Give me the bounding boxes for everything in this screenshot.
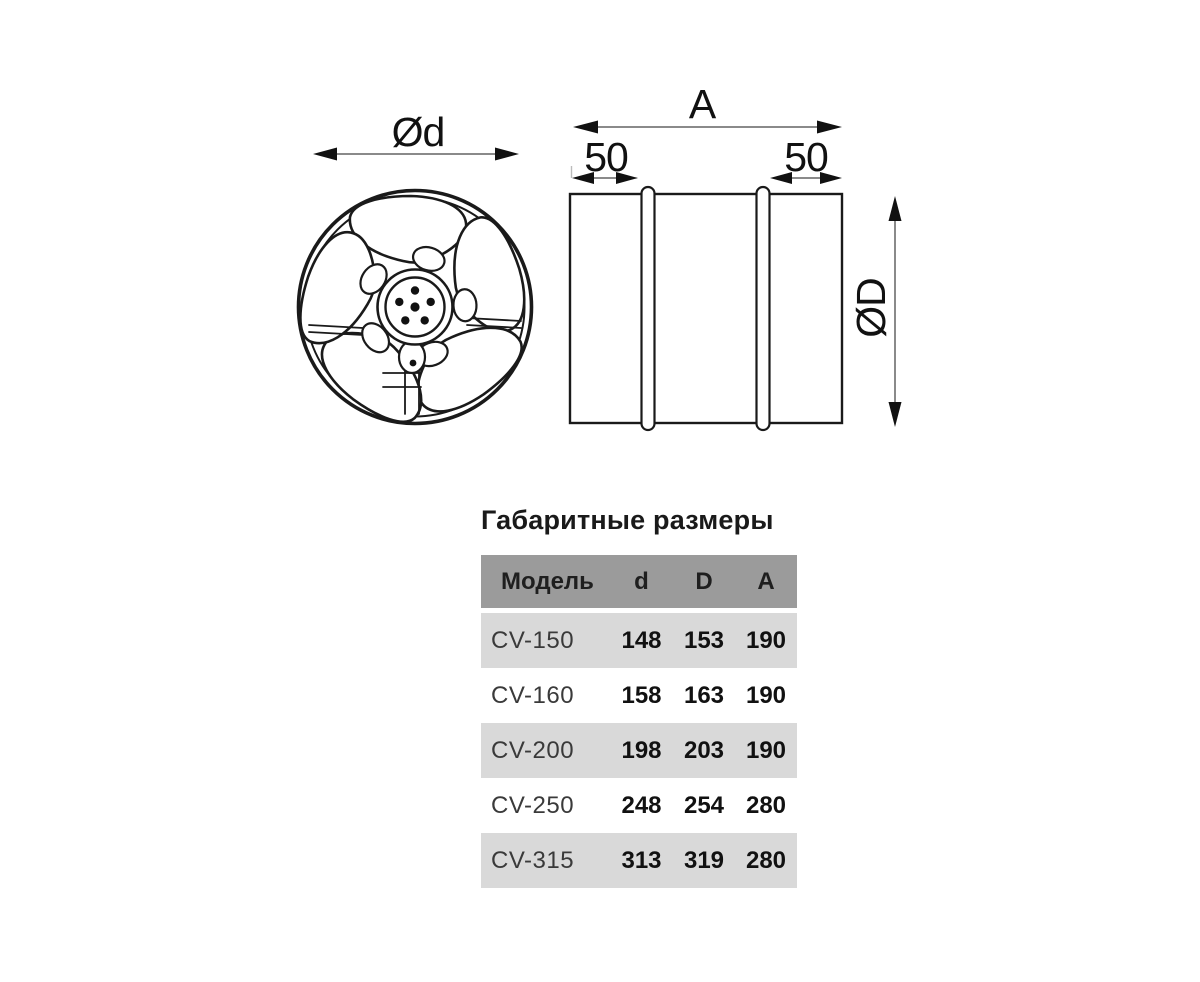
duct-rib-left bbox=[642, 187, 655, 430]
table-row bbox=[481, 778, 797, 833]
model-cell: CV-315 bbox=[481, 833, 610, 888]
A-cell: 190 bbox=[735, 613, 797, 668]
d-cell: 198 bbox=[610, 723, 673, 778]
dimension-flange-right bbox=[770, 134, 842, 184]
front-diameter-label: Ød bbox=[391, 109, 445, 155]
d-cell: 148 bbox=[610, 613, 673, 668]
arrowhead-left-icon bbox=[313, 148, 337, 161]
arrowhead-up-icon bbox=[889, 196, 902, 221]
column-header-A: A bbox=[735, 555, 797, 613]
dimensions-table bbox=[481, 555, 797, 888]
model-cell: CV-150 bbox=[481, 613, 610, 668]
table-row bbox=[481, 723, 797, 778]
table-row bbox=[481, 668, 797, 723]
flange-left-label: 50 bbox=[584, 134, 628, 180]
dimension-front-diameter bbox=[313, 109, 519, 161]
d-cell: 158 bbox=[610, 668, 673, 723]
flange-right-label: 50 bbox=[784, 134, 828, 180]
table-title: Габаритные размеры bbox=[481, 505, 774, 535]
fan-bolt-lobe bbox=[399, 341, 425, 373]
A-cell: 280 bbox=[735, 833, 797, 888]
dimension-duct-diameter bbox=[848, 196, 902, 427]
d-cell: 248 bbox=[610, 778, 673, 833]
column-header-D: D bbox=[673, 555, 735, 613]
A-cell: 190 bbox=[735, 723, 797, 778]
table-row bbox=[481, 613, 797, 668]
A-cell: 280 bbox=[735, 778, 797, 833]
dimension-flange-left bbox=[572, 134, 639, 184]
arrowhead-down-icon bbox=[889, 402, 902, 427]
dimensions-table-section bbox=[481, 505, 797, 888]
table-row bbox=[481, 833, 797, 888]
model-cell: CV-160 bbox=[481, 668, 610, 723]
D-cell: 319 bbox=[673, 833, 735, 888]
D-cell: 254 bbox=[673, 778, 735, 833]
duct-rib-right bbox=[757, 187, 770, 430]
table-header-row bbox=[481, 555, 797, 613]
A-cell: 190 bbox=[735, 668, 797, 723]
length-label: A bbox=[688, 81, 716, 127]
column-header-d: d bbox=[610, 555, 673, 613]
dimension-length-a bbox=[573, 81, 842, 134]
duct-body bbox=[570, 194, 842, 423]
fan-front-view bbox=[289, 191, 536, 436]
duct-side-view bbox=[570, 187, 842, 430]
model-cell: CV-200 bbox=[481, 723, 610, 778]
model-cell: CV-250 bbox=[481, 778, 610, 833]
arrowhead-right-icon bbox=[817, 121, 842, 134]
column-header-model: Модель bbox=[481, 555, 610, 613]
fan-bolt bbox=[410, 360, 417, 367]
duct-diameter-label: ØD bbox=[848, 278, 894, 338]
D-cell: 203 bbox=[673, 723, 735, 778]
arrowhead-left-icon bbox=[573, 121, 598, 134]
D-cell: 153 bbox=[673, 613, 735, 668]
arrowhead-right-icon bbox=[495, 148, 519, 161]
d-cell: 313 bbox=[610, 833, 673, 888]
D-cell: 163 bbox=[673, 668, 735, 723]
